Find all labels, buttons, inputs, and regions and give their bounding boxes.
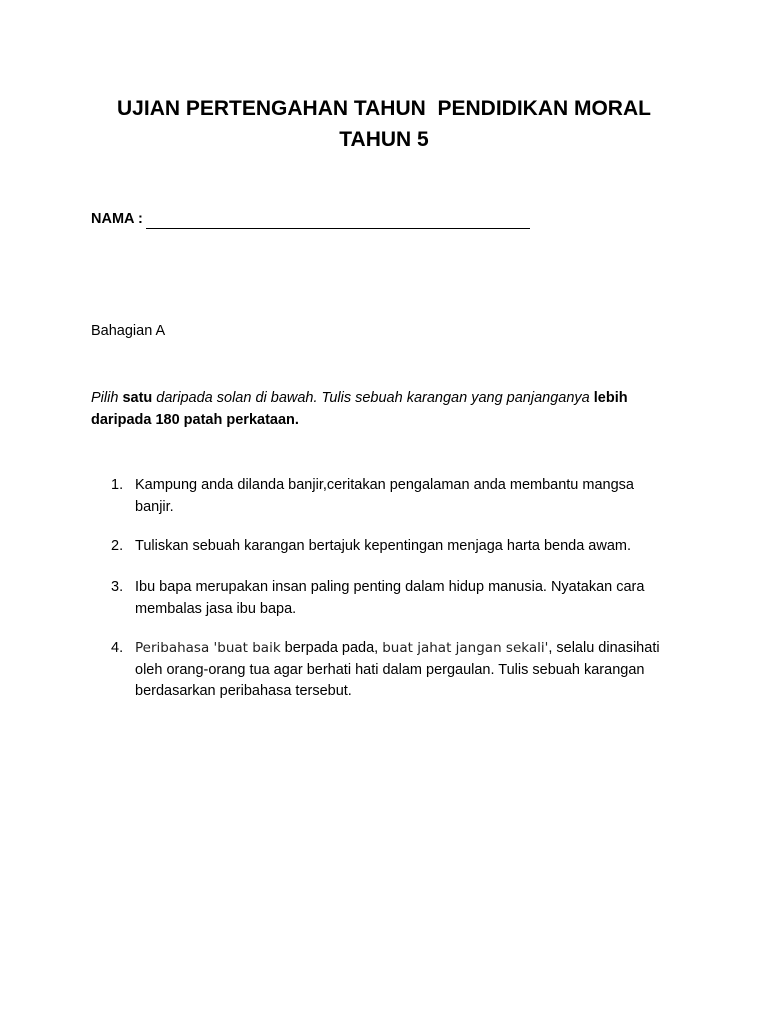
question-line: oleh orang-orang tua agar berhati hati dalam pergaulan. Tulis sebuah karangan xyxy=(135,661,645,678)
question-number: 3. xyxy=(111,579,124,595)
question-number: 4. xyxy=(111,640,124,656)
name-label: NAMA : xyxy=(91,211,143,227)
question-line xyxy=(135,638,675,660)
title-line-1: UJIAN PERTENGAHAN TAHUN PENDIDIKAN MORAL xyxy=(117,97,651,120)
instruction-text xyxy=(91,387,671,431)
page-title xyxy=(0,93,768,155)
question-text xyxy=(135,577,675,620)
question-text xyxy=(135,638,675,703)
section-label: Bahagian A xyxy=(91,323,166,339)
question-line: membalas jasa ibu bapa. xyxy=(135,600,297,617)
name-field-line[interactable] xyxy=(146,228,530,229)
instruction-part-3: daripada solan di bawah. Tulis sebuah karangan yang panjanganya xyxy=(156,390,590,406)
question-number: 1. xyxy=(111,477,124,493)
question-text xyxy=(135,475,675,518)
question-line: banjir. xyxy=(135,498,174,515)
instruction-part-1: Pilih xyxy=(91,390,119,406)
question-line: Ibu bapa merupakan insan paling penting dalam hidup manusia. Nyatakan cara xyxy=(135,579,645,595)
question-continuation: , selalu dinasihati xyxy=(548,640,660,656)
question-text xyxy=(135,536,675,558)
instruction-part-2: satu xyxy=(122,390,153,406)
proverb-part-2: buat jahat jangan sekali' xyxy=(382,640,549,656)
instruction-part-4: lebih daripada 180 patah perkataan. xyxy=(91,390,628,428)
question-line: Tuliskan sebuah karangan bertajuk kepentingan menjaga harta benda awam. xyxy=(135,538,632,554)
proverb-part-1: Peribahasa 'buat baik xyxy=(135,640,281,656)
question-number: 2. xyxy=(111,538,124,554)
proverb-connector: berpada pada, xyxy=(280,640,383,656)
title-line-2: TAHUN 5 xyxy=(339,128,429,151)
question-line: Kampung anda dilanda banjir,ceritakan pengalaman anda membantu mangsa xyxy=(135,477,634,493)
question-line: berdasarkan peribahasa tersebut. xyxy=(135,683,352,699)
